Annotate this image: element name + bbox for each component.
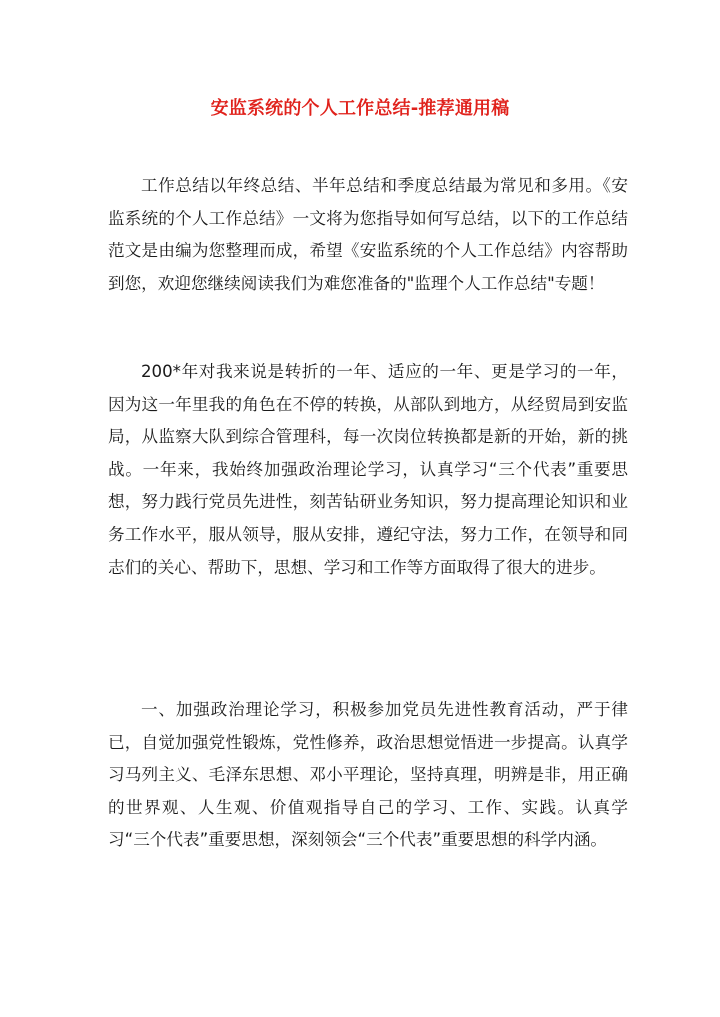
paragraph-section-one: 一、加强政治理论学习，积极参加党员先进性教育活动，严于律已，自觉加强党性锻炼，党性修养，政治思想觉悟进一步提高。认真学习马列主义、毛泽东思想、邓小平理论，坚持真理，明辨是非，用正确的世界观、人生观、价值观指导自己的学习、工作、实践。认真学习“三个代表”重要思想，深刻领会“三个代表”重要思想的科学内涵。 [108,700,628,850]
paragraph-year-review: 200*年对我来说是转折的一年、适应的一年、更是学习的一年，因为这一年里我的角色在不停的转换，从部队到地方，从经贸局到安监局，从监察大队到综合管理科，每一次岗位转换都是新的开始，新的挑战。一年来，我始终加强政治理论学习，认真学习“三个代表”重要思想，努力践行党员先进性，刻苦钻研业务知识，努力提高理论知识和业务工作水平，服从领导，服从安排，遵纪守法，努力工作，在领导和同志们的关心、帮助下，思想、学习和工作等方面取得了很大的进步。 [108,362,628,577]
paragraph-intro: 工作总结以年终总结、半年总结和季度总结最为常见和多用。《安监系统的个人工作总结》一文将为您指导如何写总结，以下的工作总结范文是由编为您整理而成，希望《安监系统的个人工作总结》内容帮助到您，欢迎您继续阅读我们为难您准备的"监理个人工作总结"专题！ [108,176,628,293]
document-title: 安监系统的个人工作总结-推荐通用稿 [210,98,510,119]
